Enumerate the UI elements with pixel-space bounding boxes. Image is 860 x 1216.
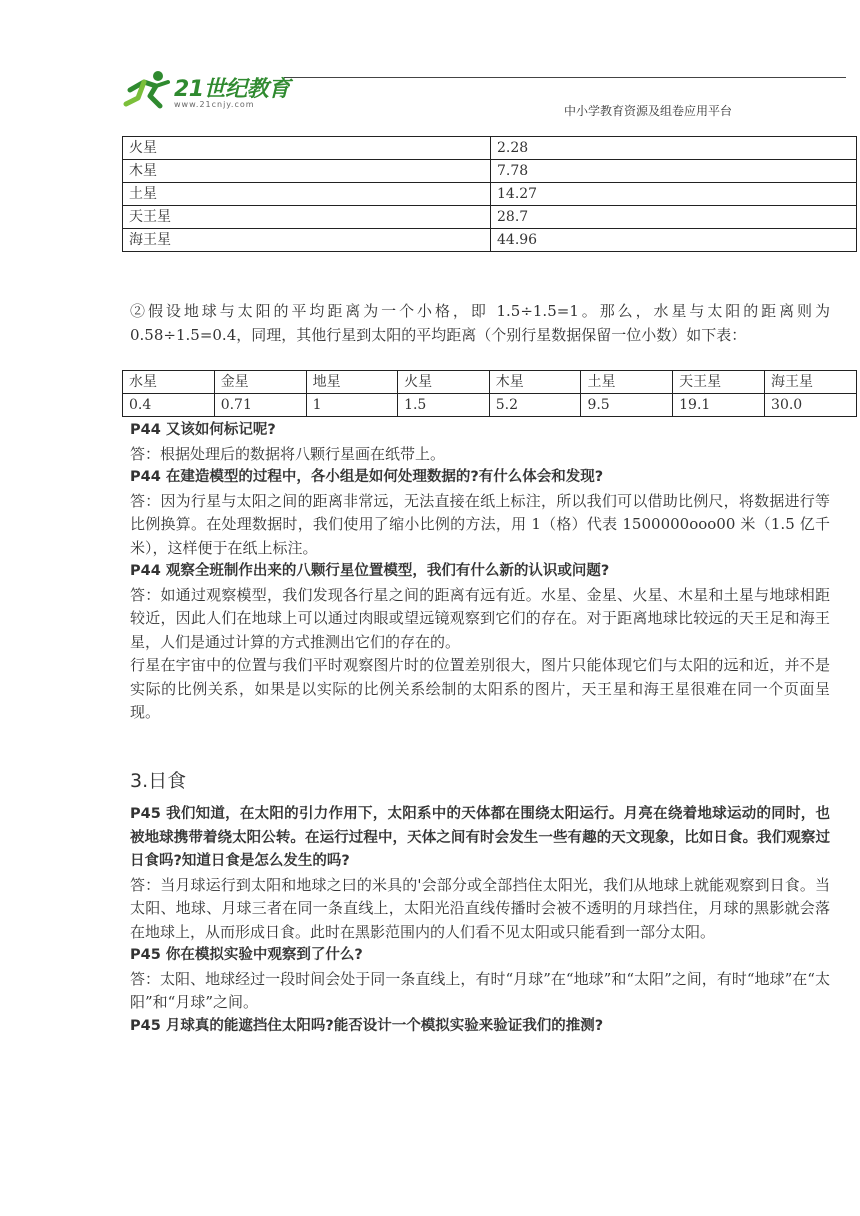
- planet-distance-table: [122, 136, 857, 252]
- page-header: [122, 62, 732, 122]
- question: P45 月球真的能遮挡住太阳吗?能否设计一个模拟实验来验证我们的推测?: [130, 1017, 604, 1034]
- paragraph: 行星在宇宙中的位置与我们平时观察图片时的位置差别很大，图片只能体现它们与太阳的远和近，并不是实际的比例关系，如果是以实际的比例关系绘制的太阳系的图片，天王星和海王星很难在同一个页面呈现。: [130, 656, 830, 721]
- answer: 答：如通过观察模型，我们发现各行星之间的距离有远有近。水星、金星、火星、木星和土星与地球相距较近，因此人们在地球上可以通过肉眼或望远镜观察到它们的存在。对于距离地球比较远的天王足和海王星，人们是通过计算的方式推测出它们的存在的。: [130, 585, 830, 651]
- answer: 答：因为行星与太阳之间的距离非常远，无法直接在纸上标注，所以我们可以借助比例尺，将数据进行等比例换算。在处理数据时，我们使用了缩小比例的方法，用 1（格）代表 1500000ooo00 米（1.5 亿千米），这样便于在纸上标注。: [130, 491, 830, 557]
- question: P44 在建造模型的过程中，各小组是如何处理数据的?有什么体会和发现?: [130, 469, 604, 485]
- question: P45 你在模拟实验中观察到了什么?: [130, 947, 363, 963]
- qa-section-1: [130, 419, 830, 725]
- question: P44 观察全班制作出来的八颗行星位置模型，我们有什么新的认识或问题?: [130, 563, 610, 579]
- runner-logo-icon: [122, 68, 174, 114]
- table-row: 天王星 28.7: [123, 206, 857, 229]
- logo-text: 21世纪教育: [174, 77, 290, 102]
- qa-section-2: [130, 803, 830, 1038]
- logo-url: www.21cnjy.com: [174, 100, 255, 109]
- platform-title: 中小学教育资源及组卷应用平台: [563, 104, 732, 118]
- table-row: 土星 14.27: [123, 183, 857, 206]
- table-row: 火星 2.28: [123, 137, 857, 160]
- intro-paragraph: ②假设地球与太阳的平均距离为一个小格，即 1.5÷1.5=1。那么，水星与太阳的距离则为 0.58÷1.5=0.4，同理，其他行星到太阳的平均距离（个别行星数据保留一位小数）如下表：: [130, 302, 830, 344]
- question: P44 又该如何标记呢?: [130, 422, 276, 438]
- scaled-distance-table: [122, 370, 857, 417]
- table-row: 0.4 0.71 1 1.5 5.2 9.5 19.1 30.0: [123, 394, 857, 417]
- table-row: 木星 7.78: [123, 160, 857, 183]
- answer: 答：根据处理后的数据将八颗行星画在纸带上。: [130, 444, 446, 463]
- answer: 答：当月球运行到太阳和地球之曰的米具的'会部分或全部挡住太阳光，我们从地球上就能观察到日食。当太阳、地球、月球三者在同一条直线上，太阳光沿直线传播时会被不透明的月球挡住，月球的黑影就会落在地球上，从而形成日食。此时在黑影范围内的人们看不见太阳或只能看到一部分太阳。: [130, 875, 830, 941]
- table-row: 海王星 44.96: [123, 229, 857, 252]
- answer: 答：太阳、地球经过一段时间会处于同一条直线上，有时“月球”在“地球”和“太阳”之间，有时“地球”在“太阳”和“月球”之间。: [130, 969, 830, 1011]
- section-heading: 3.日食: [130, 770, 187, 792]
- logo: [122, 66, 292, 118]
- header-rule: [284, 77, 846, 78]
- question: P45 我们知道，在太阳的引力作用下，太阳系中的天体都在围绕太阳运行。月亮在绕着地球运动的同时，也被地球携带着绕太阳公转。在运行过程中，天体之间有时会发生一些有趣的天文现象，比如日食。我们观察过日食吗?知道日食是怎么发生的吗?: [130, 806, 830, 869]
- table-header-row: 水星 金星 地星 火星 木星 土星 天王星 海王星: [123, 371, 857, 394]
